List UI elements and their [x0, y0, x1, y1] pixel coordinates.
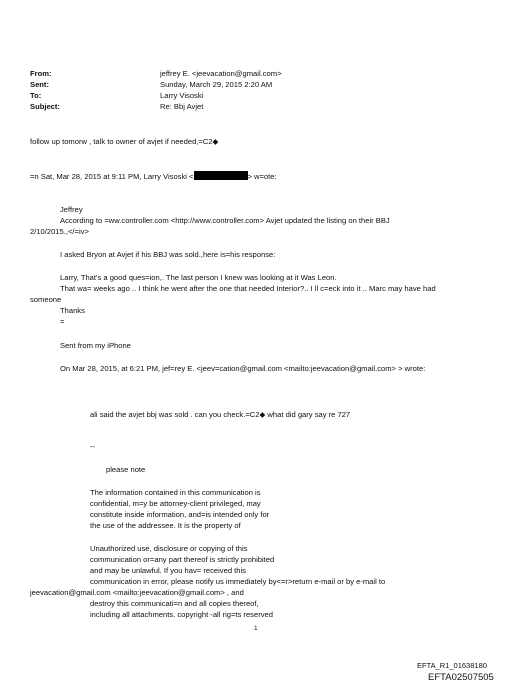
- unauthorized-line-4: communication in error, please notify us immediately by<=r>return e-mail or by e-mail to: [90, 577, 386, 586]
- confidential-line-1: The information contained in this communication is: [90, 488, 261, 497]
- sent-value: Sunday, March 29, 2015 2:20 AM: [160, 80, 273, 89]
- unauthorized-line-2: communication or=any part thereof is strictly prohibited: [90, 555, 275, 564]
- line-ali: ali said the avjet bbj was sold . can you check.=C2◆ what did gary say re 727: [90, 410, 351, 419]
- unauthorized-line-6: destroy this communicati=n and all copies thereof,: [90, 599, 259, 608]
- page-number: 1: [254, 625, 258, 632]
- bates-ref-2: EFTA02507505: [428, 672, 494, 683]
- line-dash: --: [90, 442, 96, 451]
- quote-header-suffix: > w=ote:: [247, 172, 277, 181]
- from-label: From:: [30, 69, 52, 78]
- subject-value: Re: Bbj Avjet: [160, 102, 204, 111]
- please-note: please note: [106, 465, 146, 474]
- sent-label: Sent:: [30, 80, 49, 89]
- line-weeks: That wa= weeks ago .. I think he went after the one that needed Interior?.. I ll c=eck into it .. Marc may have had: [60, 284, 436, 293]
- to-label: To:: [30, 91, 42, 100]
- line-sent-iphone: Sent from my iPhone: [60, 341, 131, 350]
- line-equals: =: [60, 317, 65, 326]
- line-thanks: Thanks: [60, 306, 85, 315]
- unauthorized-line-1: Unauthorized use, disclosure or copying of this: [90, 544, 248, 553]
- subject-label: Subject:: [30, 102, 60, 111]
- confidential-line-3: constitute inside information, and=is intended only for: [90, 510, 270, 519]
- line-someone: someone: [30, 295, 62, 304]
- unauthorized-line-3: and may be unlawful. If you hav= received this: [90, 566, 246, 575]
- quote-header: [30, 171, 277, 182]
- from-value: jeffrey E. <jeevacation@gmail.com>: [160, 69, 282, 78]
- line-on-wrote: On Mar 28, 2015, at 6:21 PM, jef=rey E. <jeev=cation@gmail.com <mailto:jeevacation@gmail.com> > wrote:: [60, 364, 426, 373]
- line-asked: I asked Bryon at Avjet if his BBJ was sold.,here is=his response:: [60, 250, 276, 259]
- redaction-box: [194, 171, 248, 180]
- confidential-line-2: confidential, m=y be attorney-client privileged, may: [90, 499, 261, 508]
- line-larry: Larry, That's a good ques=ion,. The last person I knew was looking at it Was Leon.: [60, 273, 337, 282]
- line-according: According to =ww.controller.com <http://www.controller.com> Avjet updated the listing on their BBJ: [60, 216, 390, 225]
- line-date: 2/10/2015.,</=iv>: [30, 227, 89, 236]
- unauthorized-line-7: including all attachments. copyright -all rig=ts reserved: [90, 610, 273, 619]
- greeting: Jeffrey: [60, 205, 83, 214]
- body-line-followup: follow up tomorw , talk to owner of avjet if needed,=C2◆: [30, 137, 219, 146]
- unauthorized-line-5: jeevacation@gmail.com <mailto:jeevacation@gmail.com> , and: [30, 588, 244, 597]
- quote-header-prefix: =n Sat, Mar 28, 2015 at 9:11 PM, Larry Visoski <: [30, 172, 194, 181]
- bates-ref-1: EFTA_R1_01638180: [417, 661, 487, 670]
- to-value: Larry Visoski: [160, 91, 204, 100]
- confidential-line-4: the use of the addressee. It is the property of: [90, 521, 241, 530]
